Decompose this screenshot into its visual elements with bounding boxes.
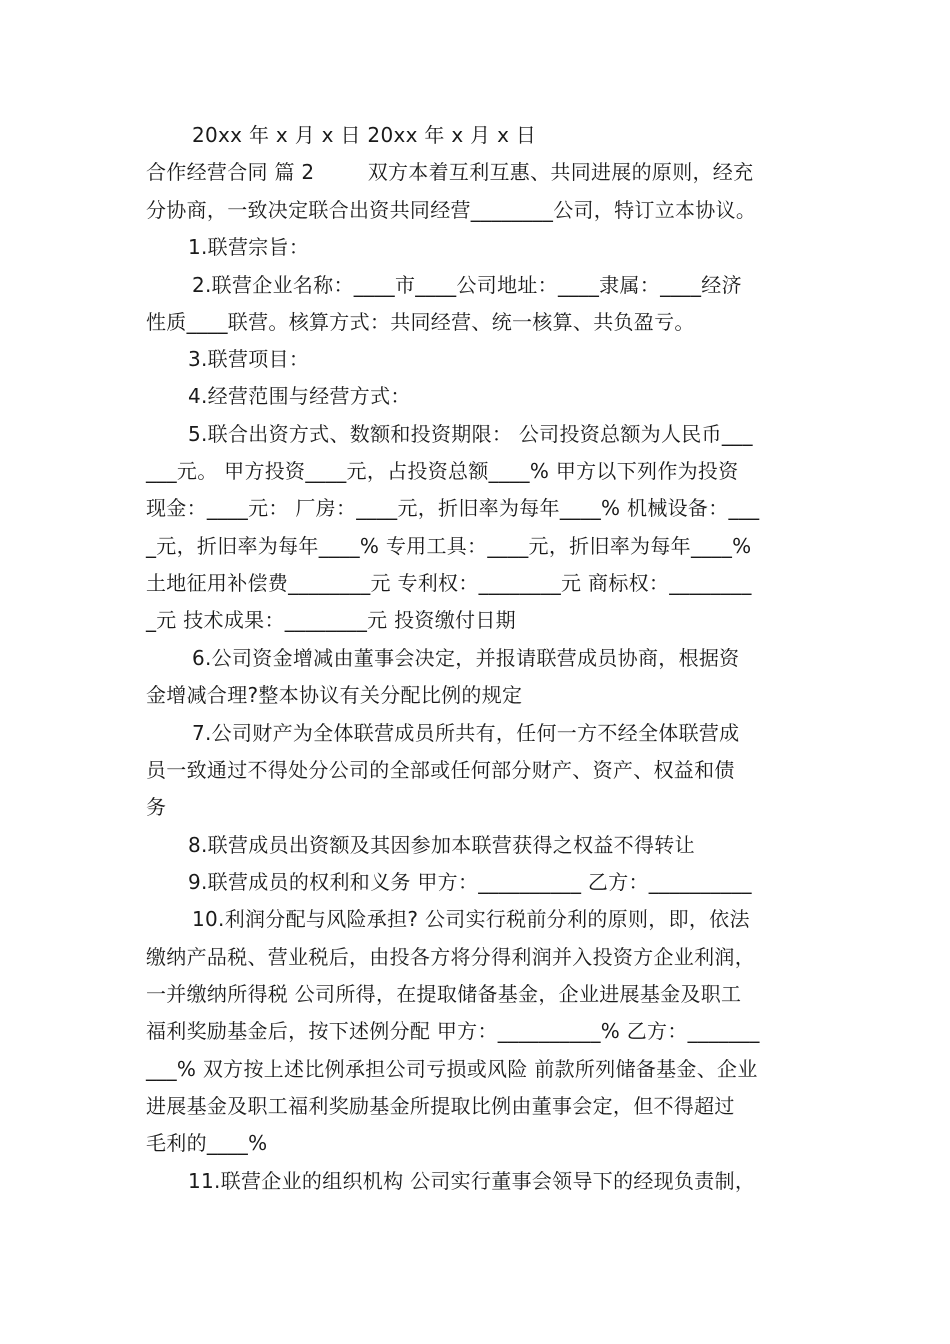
contract-title-line: 合作经营合同 篇 2 双方本着互利互惠、共同进展的原则，经充: [146, 160, 754, 184]
clause-6: 6.公司资金增减由董事会决定，并报请联营成员协商，根据资: [192, 646, 740, 670]
body-line: _元 技术成果：________元 投资缴付日期: [146, 608, 516, 632]
body-line: 分协商，一致决定联合出资共同经营________公司，特订立本协议。: [146, 198, 757, 222]
clause-8: 8.联营成员出资额及其因参加本联营获得之权益不得转让: [188, 833, 695, 857]
clause-5: 5.联合出资方式、数额和投资期限： 公司投资总额为人民币___: [188, 422, 753, 446]
date-line: 20xx 年 x 月 x 日 20xx 年 x 月 x 日: [192, 123, 537, 147]
body-line: 现金：____元： 厂房：____元，折旧率为每年____% 机械设备：___: [146, 496, 760, 520]
body-line: 一并缴纳所得税 公司所得，在提取储备基金，企业进展基金及职工: [146, 982, 742, 1006]
clause-3: 3.联营项目：: [188, 347, 310, 371]
body-line: 务: [146, 795, 167, 819]
clause-1: 1.联营宗旨：: [188, 235, 310, 259]
body-line: ___元。 甲方投资____元，占投资总额____% 甲方以下列作为投资: [146, 459, 739, 483]
clause-9: 9.联营成员的权利和义务 甲方：__________ 乙方：__________: [188, 870, 752, 894]
body-line: _元，折旧率为每年____% 专用工具：____元，折旧率为每年____%: [146, 534, 752, 558]
body-line: 毛利的____%: [146, 1131, 268, 1155]
clause-7: 7.公司财产为全体联营成员所共有，任何一方不经全体联营成: [192, 721, 740, 745]
body-line: 缴纳产品税、营业税后，由投各方将分得利润并入投资方企业利润，: [146, 945, 755, 969]
body-line: 金增减合理?整本协议有关分配比例的规定: [146, 683, 523, 707]
body-line: ___% 双方按上述比例承担公司亏损或风险 前款所列储备基金、企业: [146, 1057, 758, 1081]
body-line: 进展基金及职工福利奖励基金所提取比例由董事会定，但不得超过: [146, 1094, 735, 1118]
body-line: 福利奖励基金后，按下述例分配 甲方：__________% 乙方：_______: [146, 1019, 760, 1043]
clause-4: 4.经营范围与经营方式：: [188, 384, 411, 408]
body-line: 性质____联营。核算方式：共同经营、统一核算、共负盈亏。: [146, 310, 695, 334]
clause-2: 2.联营企业名称：____市____公司地址：____隶属：____经济: [192, 273, 742, 297]
body-line: 土地征用补偿费________元 专利权：________元 商标权：________: [146, 571, 752, 595]
clause-11: 11.联营企业的组织机构 公司实行董事会领导下的经现负责制，: [188, 1169, 756, 1193]
clause-10: 10.利润分配与风险承担? 公司实行税前分利的原则，即，依法: [192, 907, 750, 931]
body-line: 员一致通过不得处分公司的全部或任何部分财产、资产、权益和债: [146, 758, 735, 782]
